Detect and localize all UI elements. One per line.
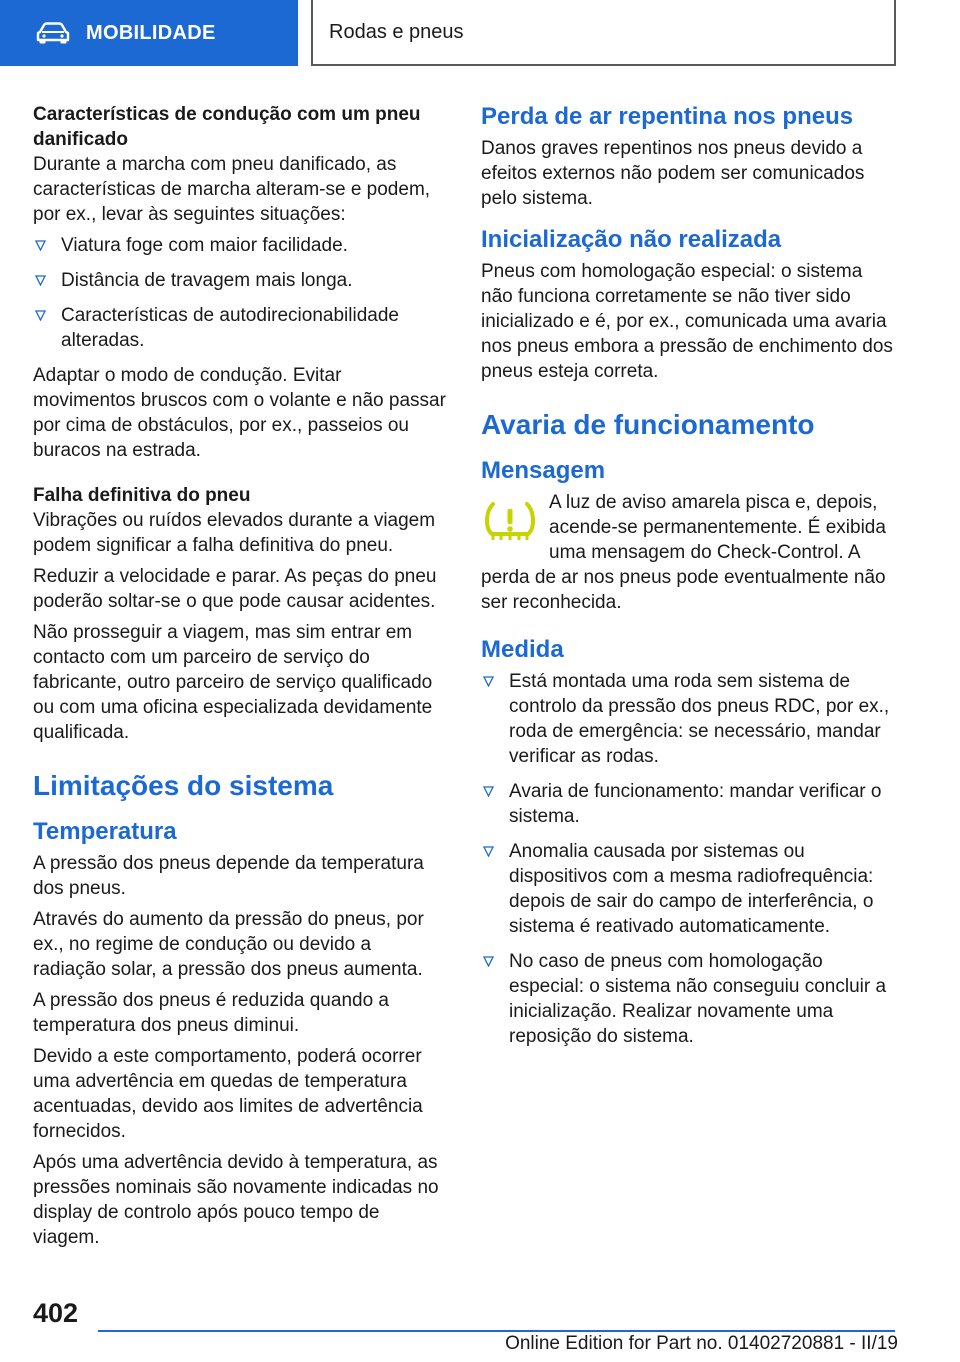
triangle-bullet-icon <box>35 240 46 251</box>
paragraph-characteristics: Durante a marcha com pneu danificado, as características de marcha alteram-se e podem, por ex., levar às seguintes situações: <box>33 154 431 225</box>
paragraph-temp-3: A pressão dos pneus é reduzida quando a temperatura dos pneus diminui. <box>33 990 389 1036</box>
section-label: MOBILIDADE <box>86 21 216 44</box>
triangle-bullet-icon <box>35 275 46 286</box>
tire-pressure-warning-icon <box>483 500 537 546</box>
heading-failure: Falha definitiva do pneu <box>33 485 251 506</box>
triangle-bullet-icon <box>483 956 494 967</box>
right-column <box>481 102 897 1059</box>
chapter-box <box>311 0 896 66</box>
heading-measure: Medida <box>481 636 564 663</box>
paragraph-temp-4: Devido a este comportamento, poderá ocorrer uma advertência em quedas de temperatura acentuadas, devido aos limites de advertência fornecidos. <box>33 1046 423 1142</box>
list-item: Está montada uma roda sem sistema de controlo da pressão dos pneus RDC, por ex., roda de emergência: se necessário, mandar verificar as rodas. <box>481 669 897 769</box>
message-block <box>481 490 897 615</box>
section-tab <box>0 0 298 66</box>
list-item: Anomalia causada por sistemas ou dispositivos com a mesma radiofrequência: depois de sair do campo de interferência, o sistema é reativado automaticamente. <box>481 839 897 939</box>
edition-note: Online Edition for Part no. 01402720881 - II/19 <box>505 1333 898 1354</box>
paragraph-temp-5: Após uma advertência devido à temperatura, as pressões nominais são novamente indicadas no display de controlo após pouco tempo de viagem. <box>33 1152 439 1248</box>
heading-message: Mensagem <box>481 457 606 484</box>
heading-limitations: Limitações do sistema <box>33 770 334 801</box>
list-measures <box>481 669 897 1049</box>
paragraph-failure-2: Reduzir a velocidade e parar. As peças do pneu poderão soltar-se o que pode causar acidentes. <box>33 566 437 612</box>
list-item: No caso de pneus com homologação especial: o sistema não conseguiu concluir a inicialização. Realizar novamente uma reposição do sistema. <box>481 949 897 1049</box>
car-icon <box>36 22 70 44</box>
paragraph-message: A luz de aviso amarela pisca e, depois, acende-se permanentemente. É exibida uma mensagem do Check-Control. A perda de ar nos pneus pode eventualmente não ser reconhecida. <box>481 492 886 613</box>
footer-divider <box>98 1330 895 1332</box>
page-number: 402 <box>33 1298 79 1328</box>
paragraph-temp-2: Através do aumento da pressão do pneus, por ex., no regime de condução ou devido a radiação solar, a pressão dos pneus aumenta. <box>33 909 424 980</box>
chapter-label: Rodas e pneus <box>329 20 464 43</box>
triangle-bullet-icon <box>35 310 46 321</box>
heading-sudden-loss: Perda de ar repentina nos pneus <box>481 103 854 130</box>
heading-temperature: Temperatura <box>33 818 177 845</box>
page-header <box>0 0 960 66</box>
heading-initialization: Inicialização não realizada <box>481 226 782 253</box>
heading-characteristics: Características de condução com um pneu danificado <box>33 104 421 150</box>
paragraph-sudden-loss: Danos graves repentinos nos pneus devido a efeitos externos não podem ser comunicados pelo sistema. <box>481 138 865 209</box>
list-item: Distância de travagem mais longa. <box>33 268 448 293</box>
paragraph-failure-3: Não prosseguir a viagem, mas sim entrar em contacto com um parceiro de serviço do fabricante, outro parceiro de serviço qualificado ou com uma oficina especializada devidamente qualificada. <box>33 622 433 743</box>
paragraph-failure-1: Vibrações ou ruídos elevados durante a viagem podem significar a falha definitiva do pneu. <box>33 510 436 556</box>
list-item: Características de autodirecionabilidade alteradas. <box>33 303 448 353</box>
paragraph-temp-1: A pressão dos pneus depende da temperatura dos pneus. <box>33 853 424 899</box>
triangle-bullet-icon <box>483 786 494 797</box>
list-effects <box>33 233 448 353</box>
triangle-bullet-icon <box>483 676 494 687</box>
left-column <box>33 102 448 1256</box>
paragraph-initialization: Pneus com homologação especial: o sistema não funciona corretamente se não tiver sido inicializado e é, por ex., comunicada uma avaria nos pneus embora a pressão de enchimento dos pneus esteja correta. <box>481 261 893 382</box>
heading-malfunction: Avaria de funcionamento <box>481 409 815 440</box>
list-item: Avaria de funcionamento: mandar verificar o sistema. <box>481 779 897 829</box>
triangle-bullet-icon <box>483 846 494 857</box>
list-item: Viatura foge com maior facilidade. <box>33 233 448 258</box>
paragraph-adapt: Adaptar o modo de condução. Evitar movimentos bruscos com o volante e não passar por cima de obstáculos, por ex., passeios ou buracos na estrada. <box>33 365 446 461</box>
